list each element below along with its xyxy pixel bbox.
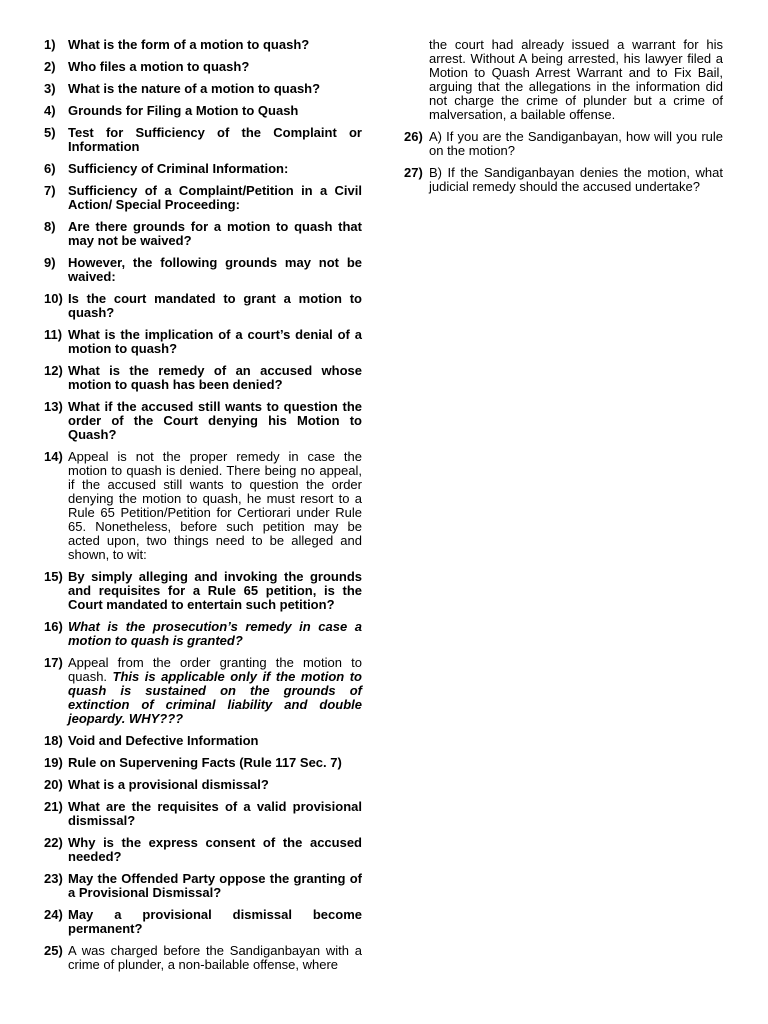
- item-number: 20): [44, 777, 63, 792]
- question-item: [44, 38, 362, 52]
- item-text: [68, 944, 362, 972]
- item-text: [68, 908, 362, 936]
- question-item: [44, 104, 362, 118]
- item-number: 26): [404, 129, 423, 144]
- right-items-list: [404, 130, 723, 194]
- item-number: 1): [44, 37, 56, 52]
- item-text: [68, 872, 362, 900]
- question-item: [44, 162, 362, 176]
- item-text-part: A) If you are the Sandiganbayan, how will you rule on the motion?: [429, 129, 723, 158]
- item-number: 14): [44, 449, 63, 464]
- item-number: 9): [44, 255, 56, 270]
- item-text: [68, 104, 362, 118]
- item-text-part: What is the form of a motion to quash?: [68, 37, 310, 52]
- question-item: [44, 872, 362, 900]
- item-number: 21): [44, 799, 63, 814]
- item-text-part: What are the requisites of a valid provisional dismissal?: [68, 799, 362, 828]
- item-number: 7): [44, 183, 56, 198]
- question-item: [44, 292, 362, 320]
- item-text-part: Appeal is not the proper remedy in case the motion to quash is denied. There being no appeal, if the accused still wants to question the order denying the motion to quash, he must resort to a Rule 65 Petition/Petition for Certiorari under Rule 65. Nonetheless, before such petition may be acted upon, two things need to be alleged and shown, to wit:: [68, 449, 362, 562]
- item-text: [68, 836, 362, 864]
- item-text: [68, 734, 362, 748]
- item-text: [68, 328, 362, 356]
- question-item: [44, 60, 362, 74]
- question-item: [44, 836, 362, 864]
- question-item: [44, 756, 362, 770]
- item-text: [68, 256, 362, 284]
- item-text-part: Are there grounds for a motion to quash that may not be waived?: [68, 219, 362, 248]
- item-text-part: Void and Defective Information: [68, 733, 259, 748]
- item-number: 25): [44, 943, 63, 958]
- item-text: [68, 778, 362, 792]
- question-item: [44, 620, 362, 648]
- question-item: [44, 364, 362, 392]
- item-text-part: Grounds for Filing a Motion to Quash: [68, 103, 299, 118]
- question-item: [44, 256, 362, 284]
- item-text: [68, 400, 362, 442]
- item-number: 4): [44, 103, 56, 118]
- item-text-part: However, the following grounds may not be waived:: [68, 255, 362, 284]
- item-text-part: What if the accused still wants to question the order of the Court denying his Motion to Quash?: [68, 399, 362, 442]
- question-item: [404, 166, 723, 194]
- item-text-part: Test for Sufficiency of the Complaint or Information: [68, 125, 362, 154]
- item-text: [68, 756, 362, 770]
- item-text-part: What is the prosecution’s remedy in case a motion to quash is granted?: [68, 619, 362, 648]
- item-number: 24): [44, 907, 63, 922]
- item-text: [68, 364, 362, 392]
- item-text-part: Why is the express consent of the accused needed?: [68, 835, 362, 864]
- item-text: [68, 38, 362, 52]
- item-text-part: May the Offended Party oppose the granting of a Provisional Dismissal?: [68, 871, 362, 900]
- question-item: [44, 656, 362, 726]
- question-item: [44, 778, 362, 792]
- item-text-part: What is the nature of a motion to quash?: [68, 81, 321, 96]
- item-text-part: What is a provisional dismissal?: [68, 777, 269, 792]
- item-text-part: Sufficiency of a Complaint/Petition in a Civil Action/ Special Proceeding:: [68, 183, 362, 212]
- right-column: [404, 38, 723, 202]
- item-text-part: May a provisional dismissal become permanent?: [68, 907, 362, 936]
- question-item: [44, 400, 362, 442]
- item-text-part: Rule on Supervening Facts (Rule 117 Sec. 7): [68, 755, 342, 770]
- item-text: [68, 184, 362, 212]
- item-text-part: Sufficiency of Criminal Information:: [68, 161, 289, 176]
- item-number: 2): [44, 59, 56, 74]
- question-item: [404, 130, 723, 158]
- item-text-part: What is the remedy of an accused whose motion to quash has been denied?: [68, 363, 362, 392]
- item-number: 5): [44, 125, 56, 140]
- question-item: [44, 944, 362, 972]
- item-number: 12): [44, 363, 63, 378]
- item-text-part: What is the implication of a court’s denial of a motion to quash?: [68, 327, 362, 356]
- item-text-part: Appeal from the order granting the motion to quash.: [68, 655, 362, 684]
- item-text-part: Who files a motion to quash?: [68, 59, 250, 74]
- item-number: 22): [44, 835, 63, 850]
- item-text-part: This is applicable only if the motion to quash is sustained on the grounds of extinction of criminal liability and double jeopardy. WHY???: [68, 669, 362, 726]
- item-text: [68, 800, 362, 828]
- question-item: [44, 184, 362, 212]
- item-text: [68, 60, 362, 74]
- item-text: [68, 620, 362, 648]
- item-number: 18): [44, 733, 63, 748]
- question-item: [44, 908, 362, 936]
- question-item: [44, 450, 362, 562]
- question-item: [44, 82, 362, 96]
- item-text: [68, 292, 362, 320]
- item-number: 11): [44, 327, 63, 342]
- item-text: [68, 570, 362, 612]
- item-text: [429, 130, 723, 158]
- item-number: 13): [44, 399, 63, 414]
- question-item: [44, 570, 362, 612]
- item-number: 17): [44, 655, 63, 670]
- item-number: 10): [44, 291, 63, 306]
- item-text: [68, 656, 362, 726]
- item-number: 23): [44, 871, 63, 886]
- item-number: 16): [44, 619, 63, 634]
- question-item: [44, 800, 362, 828]
- item-text-part: B) If the Sandiganbayan denies the motion, what judicial remedy should the accused undertake?: [429, 165, 723, 194]
- question-item: [44, 734, 362, 748]
- item-25-continuation: the court had already issued a warrant for his arrest. Without A being arrested, his lawyer filed a Motion to Quash Arrest Warrant and to Fix Bail, arguing that the allegations in the information did not charge the crime of plunder but a crime of malversation, a bailable offense.: [429, 37, 723, 122]
- item-text-part: By simply alleging and invoking the grounds and requisites for a Rule 65 petition, is the Court mandated to entertain such petition?: [68, 569, 362, 612]
- item-text: [68, 82, 362, 96]
- item-text: [68, 220, 362, 248]
- question-item: [44, 126, 362, 154]
- item-number: 3): [44, 81, 56, 96]
- item-text-part: Is the court mandated to grant a motion to quash?: [68, 291, 362, 320]
- item-text-part: A was charged before the Sandiganbayan with a crime of plunder, a non-bailable offense, where: [68, 943, 362, 972]
- question-item: [44, 220, 362, 248]
- item-number: 6): [44, 161, 56, 176]
- item-text: [68, 162, 362, 176]
- item-text: [68, 126, 362, 154]
- item-number: 19): [44, 755, 63, 770]
- left-column: [44, 38, 362, 980]
- item-number: 8): [44, 219, 56, 234]
- item-text: [429, 166, 723, 194]
- item-text: [68, 450, 362, 562]
- question-item: [44, 328, 362, 356]
- item-number: 15): [44, 569, 63, 584]
- item-number: 27): [404, 165, 423, 180]
